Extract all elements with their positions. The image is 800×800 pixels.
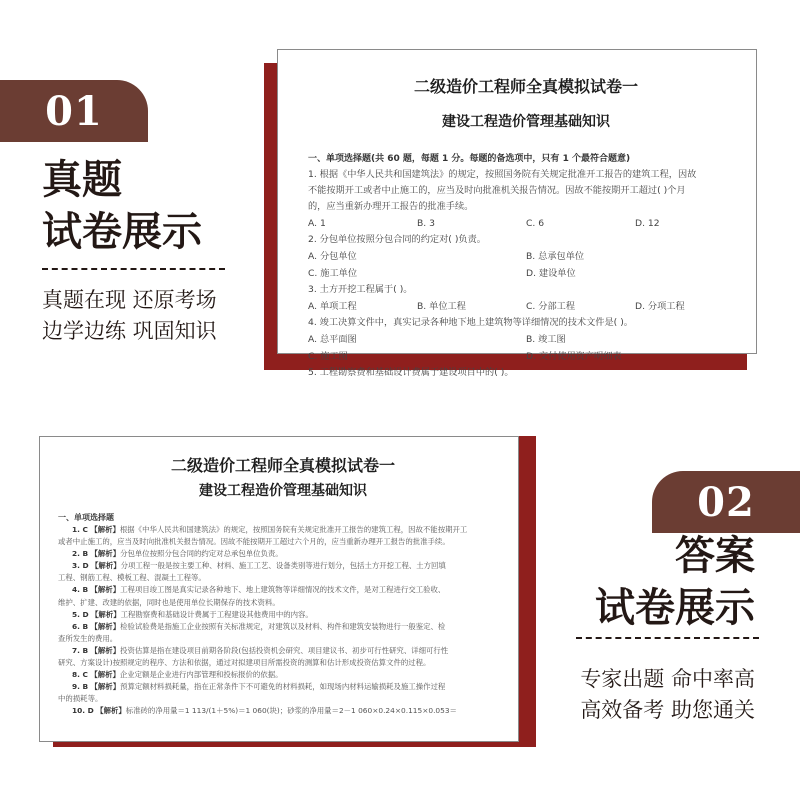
option: C. 施工图 [308, 351, 348, 362]
section-title-1 [42, 154, 202, 258]
exam-paper-card [277, 49, 757, 378]
answer-text: 维护、扩建、改建的依据，同时也是使用单位长期保存的技术资料。 [58, 597, 280, 607]
answer-list [58, 524, 508, 718]
analysis-label: 【解析】 [90, 621, 121, 631]
section-intro: 一、单项选择题(共 60 题，每题 1 分。每题的备选项中，只有 1 个最符合题意) [308, 154, 631, 164]
exam-subtitle: 建设工程造价管理基础知识 [442, 114, 610, 130]
question-options [308, 331, 744, 365]
question-options [308, 215, 744, 232]
answer-line [58, 572, 508, 584]
slogan-line: 真题在现 还原考场 [42, 288, 217, 312]
answer-line [58, 633, 508, 645]
option: C. 6 [526, 218, 545, 229]
analysis-label: 【解析】 [90, 549, 121, 559]
answer-text: 查所发生的费用。 [58, 633, 118, 643]
answer-title: 二级造价工程师全真模拟试卷一 [170, 456, 395, 475]
answer-line [58, 681, 508, 693]
answer-number: 1. C [72, 525, 88, 534]
answer-line [58, 705, 508, 717]
option: A. 1 [308, 218, 326, 229]
answer-line [58, 584, 508, 596]
dashed-divider [576, 637, 759, 639]
answer-line [58, 669, 508, 681]
option: B. 单位工程 [417, 301, 466, 312]
answer-text: 检验试验费是指施工企业按照有关标准规定，对建筑以及材料、构件和建筑安装物进行一般鉴定、检 [120, 621, 446, 631]
question-line: 不能按期开工或者中止施工的，应当及时向批准机关报告情况。因故不能按期开工超过( )个月 [308, 185, 686, 196]
analysis-label: 【解析】 [90, 670, 120, 680]
answer-line [58, 645, 508, 657]
option: B. 总承包单位 [526, 251, 585, 262]
answer-number: 6. B [72, 621, 89, 631]
answer-text: 研究、方案设计)按照规定的程序、方法和依据，通过对拟建项目所需投资的测算和估计形成投资估算文件的过程。 [58, 658, 431, 668]
answer-line [58, 657, 508, 669]
option: A. 分包单位 [308, 251, 357, 262]
answer-line [58, 560, 508, 572]
answer-text: 根据《中华人民共和国建筑法》的规定，按照国务院有关规定批准开工报告的建筑工程，因故不能按期开工 [119, 525, 468, 534]
option: C. 施工单位 [308, 268, 358, 279]
question-line: 3. 土方开挖工程属于( )。 [308, 284, 413, 295]
question-line: 的，应当重新办理开工报告的批准手续。 [308, 201, 474, 212]
question-line: 1. 根据《中华人民共和国建筑法》的规定，按照国务院有关规定批准开工报告的建筑工程，因故 [308, 169, 697, 180]
answer-text: 分项工程一般是按主要工种、材料、施工工艺、设备类别等进行划分，包括土方开挖工程、土方回填 [120, 561, 446, 571]
answer-text: 或者中止施工的，应当及时向批准机关报告情况。因故不能按期开工超过六个月的，应当重新办理开工报告的批准手续。 [58, 537, 450, 547]
answer-number: 10. D [72, 706, 94, 716]
section-slogans-2 [580, 664, 755, 726]
section-badge-01: 01 [0, 80, 148, 142]
slogan-line: 专家出题 命中率高 [580, 667, 755, 691]
analysis-label: 【解析】 [91, 561, 121, 571]
answer-line [58, 536, 508, 548]
answer-line [58, 524, 508, 536]
answer-number: 2. B [72, 549, 89, 559]
dashed-divider [42, 268, 225, 270]
option: D. 建设单位 [526, 268, 576, 279]
answer-number: 7. B [72, 645, 89, 655]
option: D. 分项工程 [635, 301, 685, 312]
analysis-label: 【解析】 [91, 609, 121, 619]
answer-text: 工程勘察费和基础设计费属于工程建设其他费用中的内容。 [120, 609, 313, 619]
question-options [308, 248, 744, 282]
analysis-label: 【解析】 [90, 645, 121, 655]
answer-number: 5. D [72, 609, 89, 619]
answer-line [58, 693, 508, 705]
answer-text: 中的损耗等。 [58, 694, 103, 704]
answer-text: 分包单位按照分包合同的约定对总承包单位负责。 [120, 549, 283, 559]
answer-section-intro: 一、单项选择题 [58, 513, 114, 522]
analysis-label: 【解析】 [90, 585, 121, 595]
option: C. 分部工程 [526, 301, 576, 312]
answer-line [58, 548, 508, 560]
option: A. 总平面图 [308, 334, 357, 345]
slogan-line: 高效备考 助您通关 [580, 698, 755, 722]
answer-text: 投资估算是指在建设项目前期各阶段(包括投资机会研究、项目建议书、初步可行性研究、详细可行性 [120, 645, 449, 655]
option: B. 竣工图 [526, 334, 566, 345]
answer-text: 工程、钢筋工程、模板工程、混凝土工程等。 [58, 573, 206, 583]
answer-line [58, 609, 508, 621]
section-title-2 [595, 530, 755, 634]
answer-line [58, 597, 508, 609]
answer-text: 企业定额是企业进行内部管理和投标报价的依据。 [119, 670, 283, 680]
answer-text: 工程项目竣工图是真实记录各种地下、地上建筑物等详细情况的技术文件，是对工程进行交工验收、 [120, 585, 446, 595]
question-line: 5. 工程勘察费和基础设计费属于建设项目中的( )。 [308, 367, 514, 378]
option: D. 交付使用资产明细表 [526, 351, 622, 362]
section-title-line: 试卷展示 [595, 584, 755, 631]
answer-number: 8. C [72, 670, 88, 680]
answer-number: 9. B [72, 682, 89, 692]
option: B. 3 [417, 218, 435, 229]
question-options [308, 298, 744, 315]
answer-number: 3. D [72, 561, 89, 571]
answer-text: 标准砖的净用量＝1 113/(1＋5%)＝1 060(块)；砂浆的净用量＝2－1 060×0.24×0.115×0.053＝ [125, 706, 457, 716]
exam-title: 二级造价工程师全真模拟试卷一 [413, 77, 638, 96]
answer-subtitle: 建设工程造价管理基础知识 [199, 483, 367, 499]
question-line: 4. 竣工决算文件中，真实记录各种地下地上建筑物等详细情况的技术文件是( )。 [308, 317, 633, 328]
section-badge-02: 02 [652, 471, 800, 533]
analysis-label: 【解析】 [96, 706, 126, 716]
option: A. 单项工程 [308, 301, 357, 312]
answer-line [58, 621, 508, 633]
answer-paper-card [39, 436, 519, 742]
option: D. 12 [635, 218, 660, 229]
answer-text: 预算定额材料损耗量，指在正常条件下不可避免的材料损耗，如现场内材料运输损耗及施工操作过程 [120, 682, 446, 692]
slogan-line: 边学边练 巩固知识 [42, 319, 217, 343]
section-title-line: 真题 [42, 156, 122, 203]
question-line: 2. 分包单位按照分包合同的约定对( )负责。 [308, 234, 486, 245]
analysis-label: 【解析】 [90, 525, 120, 534]
answer-number: 4. B [72, 585, 89, 595]
section-title-line: 试卷展示 [42, 208, 202, 255]
analysis-label: 【解析】 [90, 682, 121, 692]
section-title-line: 答案 [675, 532, 755, 579]
section-slogans-1 [42, 285, 217, 347]
